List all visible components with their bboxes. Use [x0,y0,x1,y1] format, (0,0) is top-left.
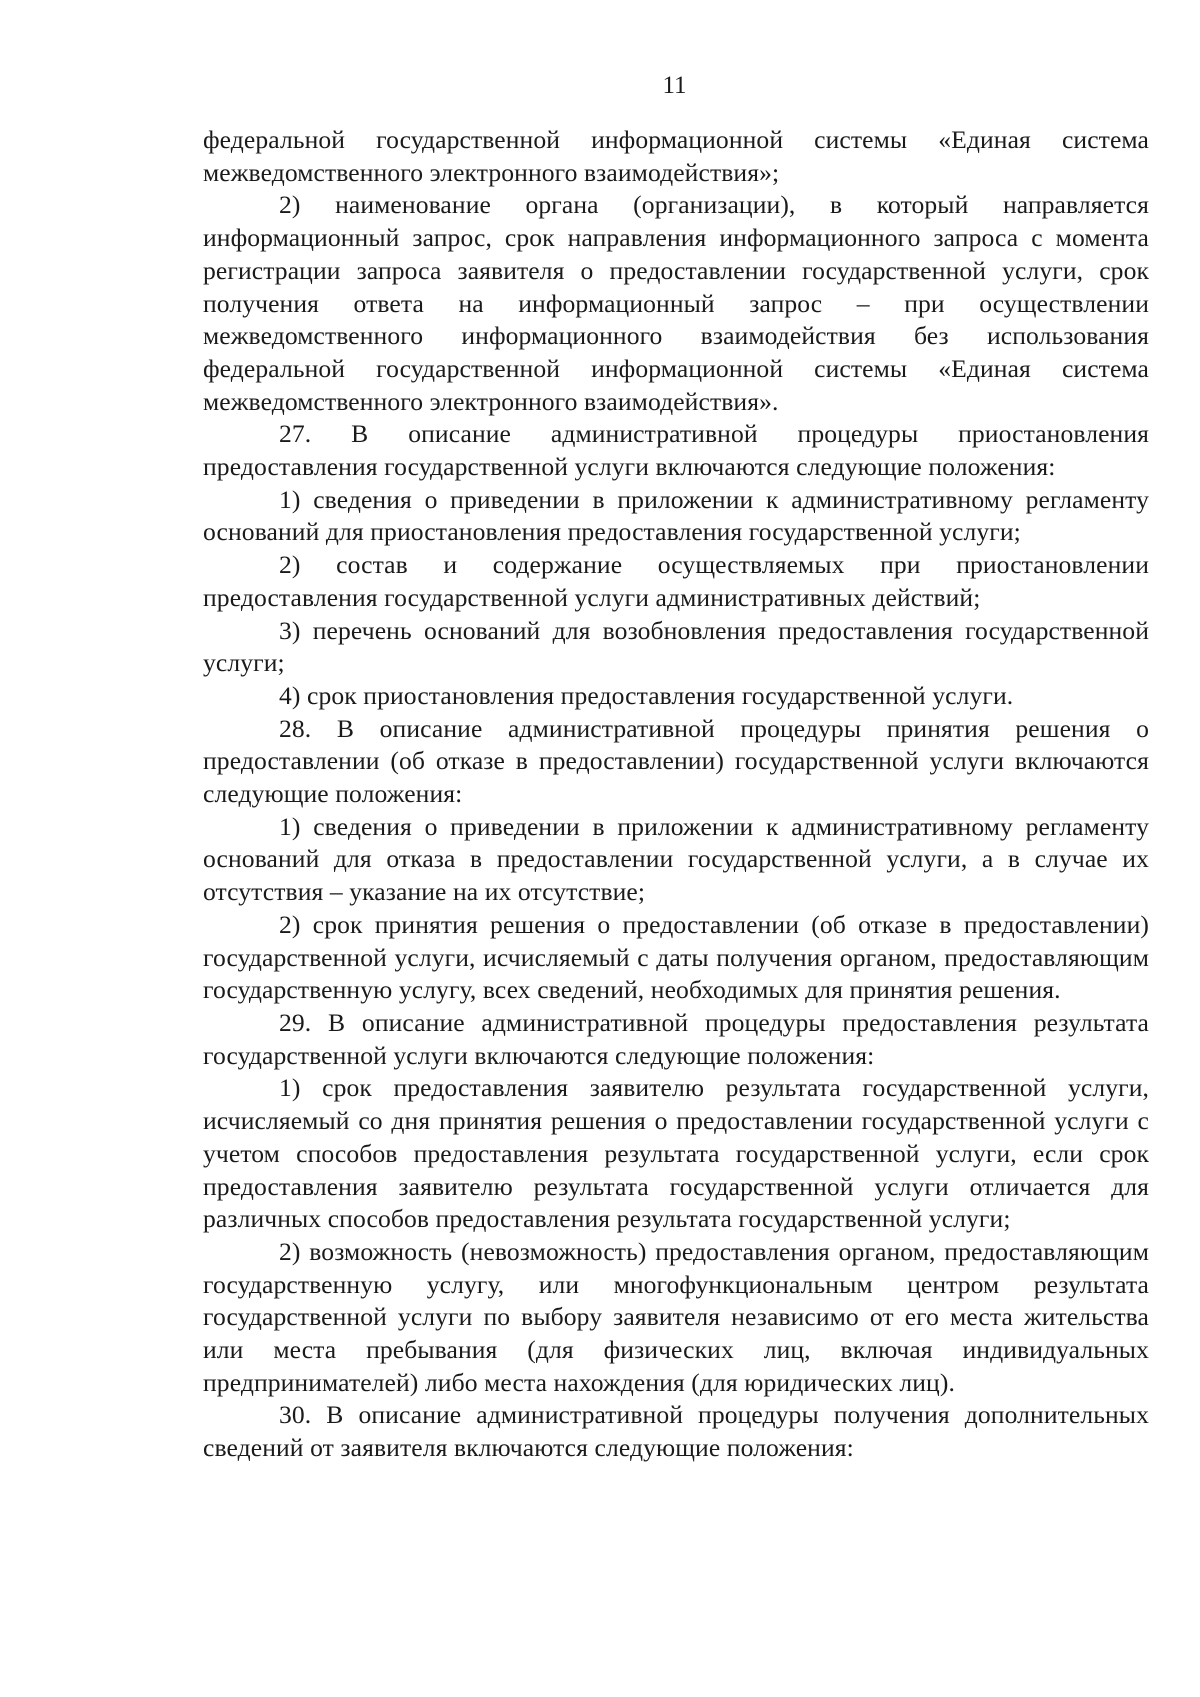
paragraph-continuation: федеральной государственной информационной системы «Единая система межведомственного электронного взаимодействия»; [203,125,1149,187]
paragraph-27-item-1: 1) сведения о приведении в приложении к административному регламенту оснований для приостановления предоставления государственной услуги; [203,484,1149,547]
paragraph-29-item-1: 1) срок предоставления заявителю результата государственной услуги, исчисляемый со дня принятия решения о предоставлении государственной услуги с учетом способов предоставления результата государственной услуги, если срок предоставления заявителю результата государственной услуги отличается для различных способов предоставления результата государственной услуги; [203,1073,1149,1234]
paragraph-28-item-2: 2) срок принятия решения о предоставлении (об отказе в предоставлении) государственной услуги, исчисляемый с даты получения органом, предоставляющим государственную услугу, всех сведений, необходимых для принятия решения. [203,909,1149,1005]
paragraph-item-2: 2) наименование органа (организации), в который направляется информационный запрос, срок направления информационного запроса с момента регистрации запроса заявителя о предоставлении государственной услуги, срок получения ответа на информационный запрос – при осуществлении межведомственного информационного взаимодействия без использования федеральной государственной информационной системы «Единая система межведомственного электронного взаимодействия». [203,190,1149,416]
paragraph-section-28: 28. В описание административной процедуры принятия решения о предоставлении (об отказе в предоставлении) государственной услуги включаются следующие положения: [203,713,1149,809]
document-body [203,124,1149,1465]
page-number: 11 [662,72,687,99]
paragraph-27-item-3: 3) перечень оснований для возобновления предоставления государственной услуги; [203,615,1149,678]
paragraph-29-item-2: 2) возможность (невозможность) предоставления органом, предоставляющим государственную услугу, или многофункциональным центром результата государственной услуги по выбору заявителя независимо от его места жительства или места пребывания (для физических лиц, включая индивидуальных предпринимателей) либо места нахождения (для юридических лиц). [203,1236,1149,1397]
paragraph-section-30: 30. В описание административной процедуры получения дополнительных сведений от заявителя включаются следующие положения: [203,1400,1149,1463]
paragraph-27-item-4: 4) срок приостановления предоставления государственной услуги. [279,680,1014,710]
paragraph-27-item-2: 2) состав и содержание осуществляемых при приостановлении предоставления государственной услуги административных действий; [203,550,1149,612]
paragraph-section-27: 27. В описание административной процедуры приостановления предоставления государственной услуги включаются следующие положения: [203,419,1149,482]
paragraph-28-item-1: 1) сведения о приведении в приложении к административному регламенту оснований для отказа в предоставлении государственной услуги, а в случае их отсутствия – указание на их отсутствие; [203,811,1149,907]
paragraph-section-29: 29. В описание административной процедуры предоставления результата государственной услуги включаются следующие положения: [203,1007,1149,1070]
